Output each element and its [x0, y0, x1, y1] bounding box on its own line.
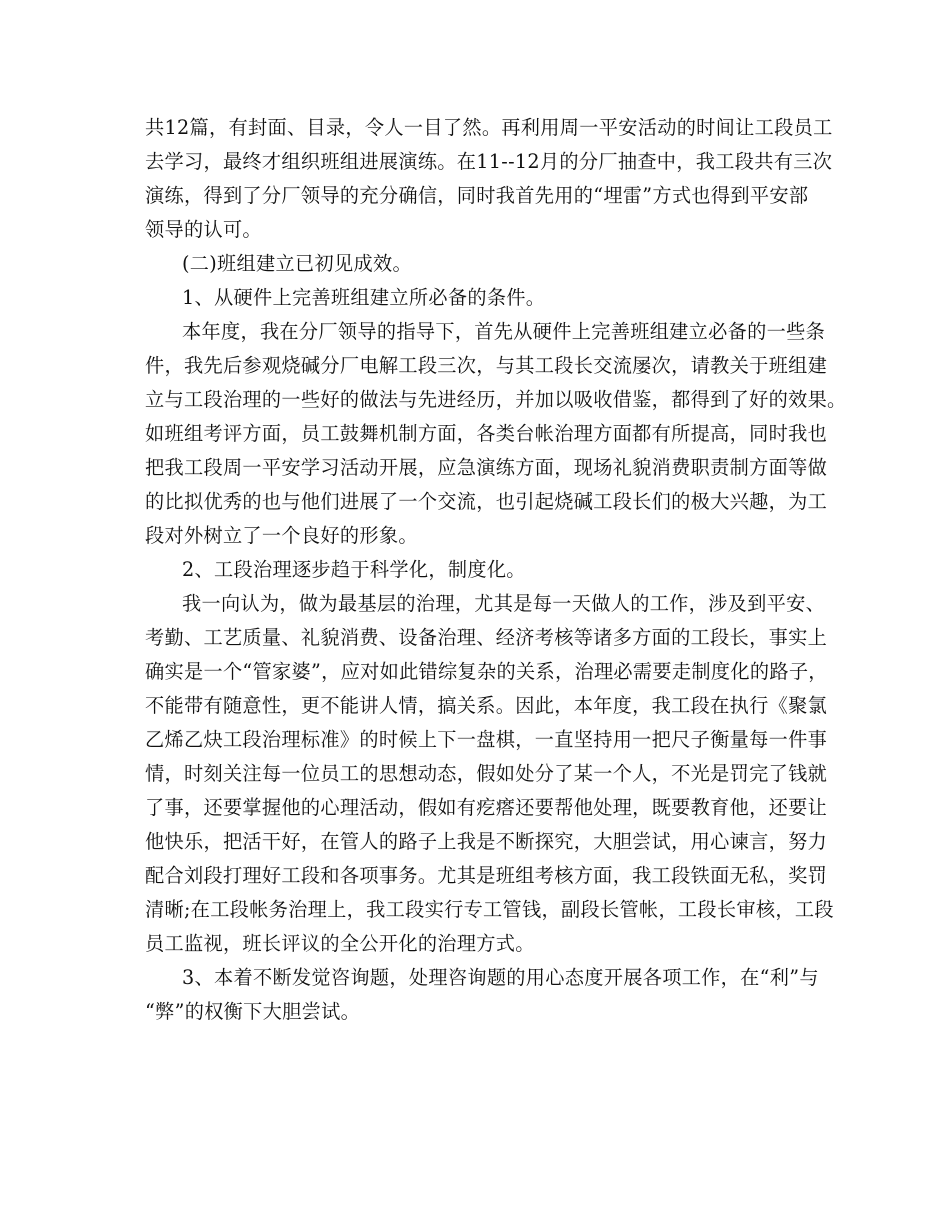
text-line: 立与工段治理的一些好的做法与先进经历，并加以吸收借鉴，都得到了好的效果。	[145, 388, 847, 411]
text-line: “弊”的权衡下大胆尝试。	[145, 1000, 361, 1023]
subsection-heading: 1、从硬件上完善班组建立所必备的条件。	[182, 286, 546, 309]
text-line: 件，我先后参观烧碱分厂电解工段三次，与其工段长交流屡次，请教关于班组建	[145, 354, 828, 377]
text-line: 清晰;在工段帐务治理上，我工段实行专工管钱，副段长管帐，工段长审核，工段	[145, 898, 834, 921]
text-line: 不能带有随意性，更不能讲人情，搞关系。因此，本年度，我工段在执行《聚氯	[145, 694, 828, 717]
text-line: 去学习，最终才组织班组进展演练。在11--12月的分厂抽查中，我工段共有三次	[145, 150, 833, 173]
text-line: 的比拟优秀的也与他们进展了一个交流，也引起烧碱工段长们的极大兴趣，为工	[145, 490, 828, 513]
text-line: 演练，得到了分厂领导的充分确信，同时我首先用的“埋雷”方式也得到平安部	[145, 184, 809, 207]
text-line: 段对外树立了一个良好的形象。	[145, 524, 418, 547]
subsection-heading: 3、本着不断发觉咨询题，处理咨询题的用心态度开展各项工作，在“利”与	[182, 966, 819, 989]
text-line: 如班组考评方面，员工鼓舞机制方面，各类台帐治理方面都有所提高，同时我也	[145, 422, 828, 445]
text-line: 配合刘段打理好工段和各项事务。尤其是班组考核方面，我工段铁面无私，奖罚	[145, 864, 828, 887]
text-line: 确实是一个“管家婆”，应对如此错综复杂的关系，治理必需要走制度化的路子，	[145, 660, 828, 683]
text-line: 把我工段周一平安学习活动开展，应急演练方面，现场礼貌消费职责制方面等做	[145, 456, 828, 479]
text-line: 了事，还要掌握他的心理活动，假如有疙瘩还要帮他处理，既要教育他，还要让	[145, 796, 828, 819]
text-line: 本年度，我在分厂领导的指导下，首先从硬件上完善班组建立必备的一些条	[182, 320, 826, 343]
text-line: 领导的认可。	[145, 218, 262, 241]
text-line: 考勤、工艺质量、礼貌消费、设备治理、经济考核等诸多方面的工段长，事实上	[145, 626, 828, 649]
text-line: 员工监视，班长评议的全公开化的治理方式。	[145, 932, 535, 955]
text-line: 我一向认为，做为最基层的治理，尤其是每一天做人的工作，涉及到平安、	[182, 592, 826, 615]
subsection-heading: 2、工段治理逐步趋于科学化，制度化。	[182, 558, 526, 581]
text-line: 他快乐，把活干好，在管人的路子上我是不断探究，大胆尝试，用心谏言，努力	[145, 830, 828, 853]
text-line: 情，时刻关注每一位员工的思想动态，假如处分了某一个人，不光是罚完了钱就	[145, 762, 828, 785]
text-line: 共12篇，有封面、目录，令人一目了然。再利用周一平安活动的时间让工段员工	[145, 116, 833, 139]
text-line: 乙烯乙炔工段治理标准》的时候上下一盘棋，一直坚持用一把尺子衡量每一件事	[145, 728, 828, 751]
section-heading: (二)班组建立已初见成效。	[182, 252, 412, 275]
